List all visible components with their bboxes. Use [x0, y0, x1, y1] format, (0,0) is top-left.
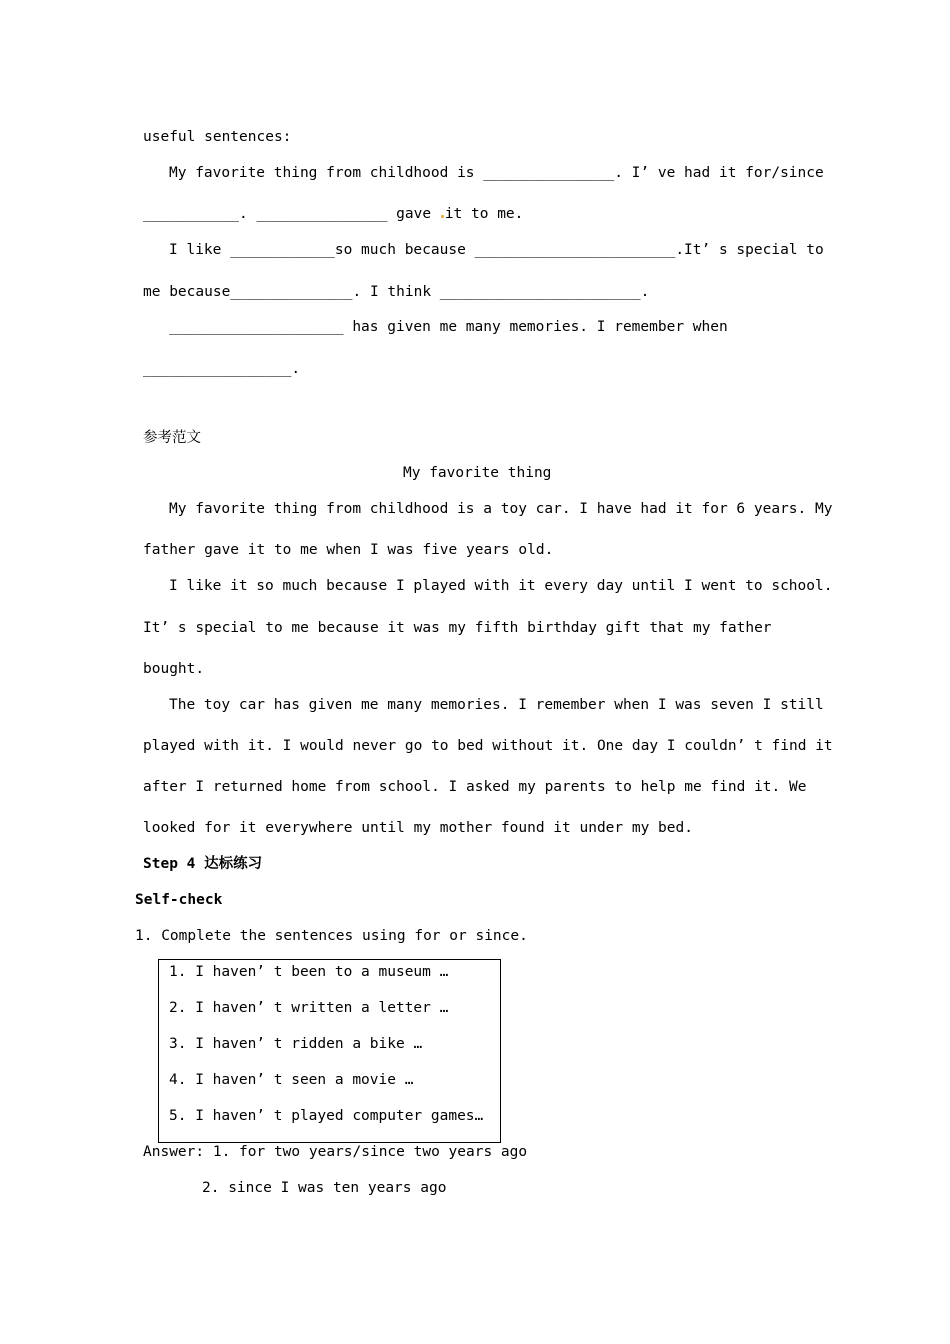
exercise-item-4: 4. I haven’ t seen a movie …	[169, 1072, 414, 1088]
step4-heading: Step 4 达标练习	[143, 856, 263, 872]
useful-sentences-heading: useful sentences:	[143, 129, 292, 145]
sample-label: 参考范文	[143, 430, 201, 446]
useful-line-3: I like ____________so much because _______________________.It’ s special to	[169, 242, 824, 258]
sample-line-1: My favorite thing from childhood is a toy car. I have had it for 6 years. My	[169, 501, 833, 517]
useful-line-5b: ies. I remember when	[553, 319, 728, 335]
sample-title: My favorite thing	[403, 465, 552, 481]
useful-line-2	[143, 204, 523, 224]
useful-line-2b: it to me.	[444, 206, 524, 222]
sample-line-7: played with it. I would never go to bed without it. One day I couldn’ t find it	[143, 738, 833, 754]
useful-line-5	[169, 317, 728, 337]
sample-line-6a: The	[169, 697, 204, 713]
useful-line-4: me because______________. I think _______________________.	[143, 284, 650, 300]
sample-line-6b: toy car has given me many memories. I remember when I was seven I still	[203, 697, 824, 713]
exercise-item-5: 5. I haven’ t played computer games…	[169, 1108, 484, 1124]
exercise-instruction: 1. Complete the sentences using for or since.	[135, 928, 528, 944]
exercise-item-3a: 3. I	[169, 1036, 213, 1052]
exercise-item-3b: haven’ t ridden a bike …	[212, 1036, 423, 1052]
sample-line-2: father gave it to me when I was five years old.	[143, 542, 554, 558]
sample-line-9: looked for it everywhere until my mother found it under my bed.	[143, 820, 693, 836]
sample-line-8: after I returned home from school. I asked my parents to help me find it. We	[143, 779, 807, 795]
answer-line-1: Answer: 1. for two years/since two years ago	[143, 1144, 528, 1160]
sample-line-5: bought.	[143, 661, 205, 677]
useful-line-2a: ___________. _______________ gave	[143, 206, 440, 222]
sample-line-3: I like it so much because I played with it every day until I went to school.	[169, 578, 833, 594]
self-check-heading: Self-check	[135, 892, 223, 908]
sample-line-4: It’ s special to me because it was my fifth birthday gift that my father	[143, 620, 772, 636]
exercise-item-2: 2. I haven’ t written a letter …	[169, 1000, 449, 1016]
exercise-item-3	[169, 1034, 422, 1054]
exercise-item-1: 1. I haven’ t been to a museum …	[169, 964, 449, 980]
useful-line-5a: ____________________ has given me many memor	[169, 319, 554, 335]
answer-line-2: 2. since I was ten years ago	[202, 1180, 447, 1196]
mark-dot	[441, 215, 444, 218]
sample-line-6	[169, 695, 824, 715]
useful-line-1: My favorite thing from childhood is _______________. I’ ve had it for/since	[169, 165, 824, 181]
useful-line-6: _________________.	[143, 361, 301, 377]
